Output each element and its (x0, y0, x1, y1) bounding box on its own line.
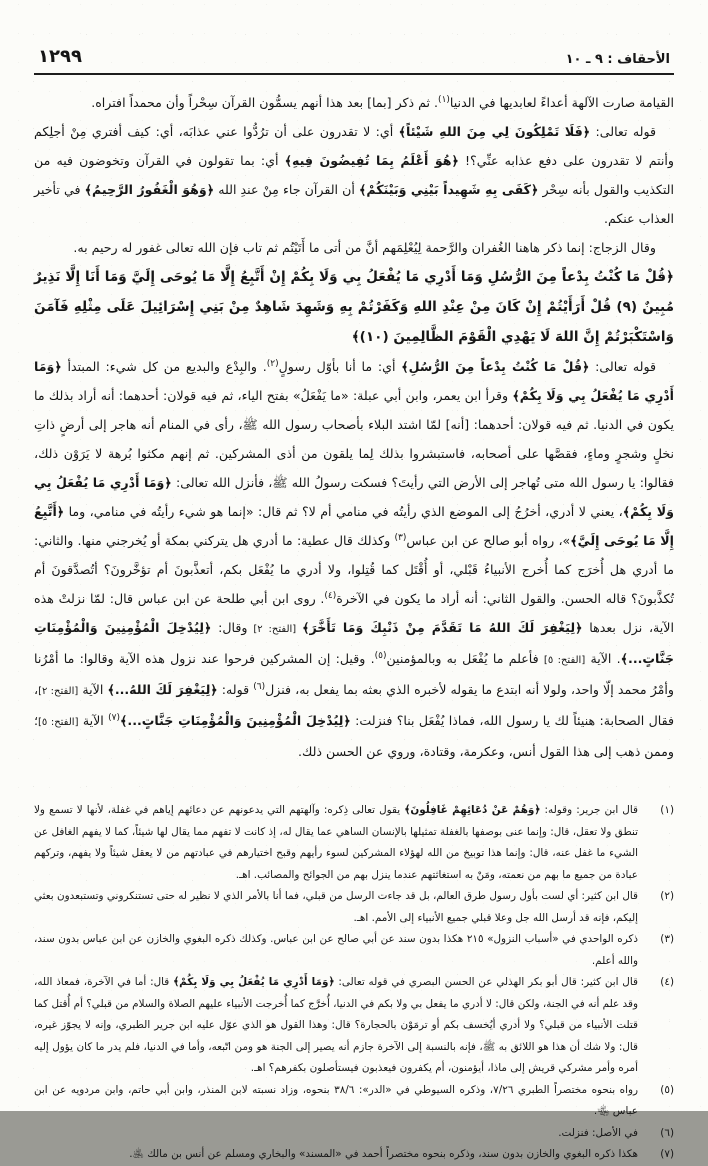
footnote-text (34, 886, 638, 929)
text-run: قوله: (217, 682, 254, 697)
verse-reference: [الفتح: ٥] (38, 717, 79, 728)
text-run: ذكره الواحدي في «أسباب النزول» ٢١٥ هكذا بدون سند عن أبي صالح عن ابن عباس. وكذلك ذكره البغوي والخازن عن ابن عباس بدون سند، والله أعلم. (34, 933, 639, 967)
text-run: . الآية (585, 651, 621, 666)
footnote-text (34, 929, 638, 972)
text-run: الآية (78, 713, 109, 728)
text-run: وكذلك قال عطية: ما أدري هل يتركني بمكة أو يُخرجني منها. والثاني: ما أدري هل أُخرَج كما أُخرج الأنبياءُ قَبْلي، أو أُقْتَل كما قُتِلوا، ولا أدري ما يُفْعَل بكم، أتعذَّبونَ أم تؤخَّرونَ؟ أتُصدَّقونَ أم تُكذَّبونَ؟ قاله الحسن. والقول الثاني: أنه أراد ما يكون في الآخرة (34, 533, 674, 606)
text-run: وقرأ ابن يعمر، وابن أبي عبلة: «ما يَفْعَلُ» بفتح الياء، ثم فيه قولان: أحدهما: أنه أراد بذلك ما يكون في الدنيا. ثم فيه قولان: أحدهما: [أنه] لمّا اشتد البلاء بأصحاب رسول الله ﷺ، رأى في المنام أنه هاجر إلى أرضٍ ذاتِ نخلٍ وشجرٍ وماءٍ، فقصَّها على أصحابه، فاستبشروا بذلك لِما يلقون من أذى المشركين. ثم إنهم مكثوا بُرهة لا يَرَوْن ذلك، فقالوا: يا رسول الله متى تُهاجر إلى الأرض التي رأيتَ؟ فسكت رسولُ الله ﷺ، فأنزل الله تعالى: (34, 388, 675, 490)
footnote-number: (٤) (660, 976, 674, 988)
text-run: قوله تعالى: (590, 124, 656, 139)
footnote-marker: (٦) (253, 681, 266, 692)
text-run: ؛ وممن ذهب إلى هذا القول أنس، وعكرمة، وقتادة، وروي عن الحسن ذلك. (34, 713, 674, 759)
text-run: في تأخير العذاب عنكم. (34, 182, 674, 226)
text-run: أي: ما أنا بأوّل رسولٍ (278, 359, 402, 374)
quran-quote: ﴿وَمَا أَدْرِي مَا يُفْعَلُ بِي وَلَا بِكُمْ﴾ (34, 359, 674, 403)
footnote (34, 800, 674, 886)
quran-quote: ﴿قُلْ مَا كُنْتُ بِدْعاً مِنَ الرُّسُلِ وَمَا أَدْرِي مَا يُفْعَلُ بِي وَلَا بِكُمْ إِنْ أَتَّبِعُ إِلَّا مَا يُوحَى إِلَيَّ وَمَا أَنَا إِلَّا نَذِيرٌ مُبِينٌ (٩) قُلْ أَرَأَيْتُمْ إِنْ كَانَ مِنْ عِنْدِ اللهِ وَكَفَرْتُمْ بِهِ وَشَهِدَ شَاهِدٌ مِنْ بَنِي إِسْرَائِيلَ عَلَى مِثْلِهِ فَآمَنَ وَاسْتَكْبَرْتُمْ إِنَّ اللهَ لَا يَهْدِي الْقَوْمَ الظَّالِمِينَ (١٠)﴾ (34, 269, 675, 345)
paragraph-zajjaj (34, 233, 674, 262)
quran-quote: ﴿لِيَغْفِرَ لَكَ اللهُ...﴾ (107, 682, 218, 697)
chapter-header: الأحقاف : ٩ ـ ١٠ (565, 52, 670, 67)
footnote-number: (٢) (660, 890, 674, 902)
text-run: . ثم ذكر [بما] بعد هذا أنهم يسمُّون القرآن سِحْراً وأن محمداً افتراه. (91, 95, 439, 110)
quran-quote: ﴿أَتَّبِعُ إِلَّا مَا يُوحَى إِلَيَّ﴾ (34, 504, 674, 548)
footnote-number: (٦) (660, 1126, 674, 1139)
footnote-text (34, 1144, 638, 1166)
text-run: فأعلم ما يُفْعَل به وبالمؤمنين (386, 651, 544, 666)
footnote (34, 972, 674, 1080)
footnote (34, 1144, 674, 1166)
footnote-marker: (٢) (266, 358, 279, 369)
footnote (34, 886, 674, 929)
text-run: القيامة صارت الآلهة أعداءً لعابديها في الدنيا (449, 95, 674, 110)
quran-quote: ﴿هُوَ أَعْلَمُ بِمَا تُفِيضُونَ فِيهِ﴾ (284, 153, 459, 168)
verse-reference: [الفتح: ٢] (38, 686, 79, 697)
footnote (34, 1080, 674, 1123)
text-run: ، فقال الصحابة: هنيئاً لك يا رسول الله، فماذا يُفْعَل بنا؟ فنزلت: (34, 682, 674, 728)
text-run: هكذا ذكره البغوي والخازن بدون سند، وذكره بنحوه مختصراً أحمد في «المسند» والبخاري ومسلم عن أنس بن مالك ﵁. (129, 1148, 638, 1160)
text-run: أي: لا تقدرون على أن ترُدُّوا عني عذابَه، أي: كيف أفتري مِنْ أجلِكم وأنتم لا تقدرون على دفع عذابه عنِّي؟! (34, 124, 674, 168)
footnote-text (34, 800, 638, 886)
footnote-number: (٧) (660, 1148, 674, 1160)
text-run: رواه بنحوه مختصراً الطبري ٧/٢٦، وذكره السيوطي في «الدر»: ٣٨/٦ بنحوه، وزاد نسبته لابن المنذر، وابن أبي حاتم، وابن مردويه عن ابن عباس ﵄. (34, 1083, 638, 1117)
text-run: وقال الزجاج: إنما ذكر هاهنا الغُفران والرَّحمة لِيُعْلِمَهم أنَّ من أتى ما أَتَيْتُم ثم تاب فإن الله تعالى غفور له رحيم به. (73, 240, 656, 255)
footnote-number: (٥) (660, 1083, 674, 1096)
footnotes-section (34, 800, 674, 1166)
footnote-marker: (٧) (108, 712, 121, 723)
text-run: قال: أما في الآخرة، فمعاذ الله، وقد علم أنه في الجنة، ولكن قال: لا أدري ما يفعل بي ولا بكم في الدنيا، أُخرَّج كما أُخرجت الأنبياء عليهم الصلاة والسلام من قبلي؟ أم أُقتل كما قتلت الأنبياء من قبلي؟ ولا أدري أيُخسف بكم أو ترمَوْن بالحجارة؟ قال: وهذا القول هو الذي عوّل عليه ابن جرير الطبري، وإنه لا يجوّز غيره، قال: ولا شك أن هذا هو اللائق به ﷺ، فإنه بالنسبة إلى الآخرة جازم أنه يصير إلى الجنة هو ومن اتّبعه، وأما في الدنيا، فلم يدر ما كان يؤول إليه أمره وأمر مشركي قريش إلى ماذا، أيؤمنون، أم يكفرون فيعذبون فيستأصلون بكفرهم؟ اهـ. (34, 976, 638, 1074)
text-run: قال ابن جرير: وقوله: (540, 804, 638, 816)
footnote-text (34, 1123, 638, 1145)
page-header (34, 46, 674, 75)
text-run: قال ابن كثير: قال أبو بكر الهذلي عن الحسن البصري في قوله تعالى: (334, 976, 638, 988)
text-run: أي: بما تقولون في القرآن وتخوضون فيه من التكذيب والقول بأنه سِحْر (34, 153, 675, 197)
footnote-marker: (٤) (324, 590, 337, 601)
text-run: الآية (78, 682, 108, 697)
footnote-number: (١) (660, 804, 674, 816)
footnote-marker: (١) (438, 94, 450, 105)
paragraph-continuation (34, 88, 674, 117)
text-run: وقال: (211, 620, 248, 635)
text-run: ، يعني لا أدري، أخرُجُ إلى الموضع الذي رأيتُه في منامي أم لا؟ ثم قال: «إنما هو شيء رأيتُه في منامي، وما (64, 504, 623, 519)
quran-quote: ﴿لِيُدْخِلَ الْمُؤْمِنِينَ وَالْمُؤْمِنَاتِ جَنَّاتٍ...﴾ (34, 620, 675, 666)
footnote-number: (٣) (660, 933, 674, 945)
quran-quote: ﴿فَلَا تَمْلِكُونَ لِي مِنَ اللهِ شَيْئاً﴾ (398, 124, 591, 139)
footnote-text (34, 1080, 638, 1123)
quran-quote: ﴿قُلْ مَا كُنْتُ بِدْعاً مِنَ الرُّسُلِ﴾ (401, 359, 590, 374)
text-run: يقول تعالى ذِكره: وآلهتهم التي يدعونهم عن دعائهم إياهم في غفلة، لأنها لا تسمع ولا تنطق ولا تعقل، قال: وإنما عنى بوصفها بالغفلة تمثيلها بالإنسان الساهي عما يقال له، إذ كانت لا تفهم مما يقال لها شيئاً، كما لا يفهم الغافل عن الشيء ما غفل عنه، قال: وإنما هذا توبيخ من الله لهؤلاء المشركين لسوء رأيهم وقبح اختيارهم في عبادتهم من لا يعقل شيئاً ولا يفهم، وتركهم عبادة من جميع ما بهم من نعمته، ومَنْ به استغاثتهم عندما ينزل بهم من الجوائح والمصائب. اهـ. (34, 804, 638, 881)
quran-quote: ﴿لِيُدْخِلَ الْمُؤْمِنِينَ وَالْمُؤْمِنَاتِ جَنَّاتٍ...﴾ (120, 713, 351, 728)
body-text (34, 88, 674, 766)
quran-quote: ﴿وَمَا أَدْرِي مَا يُفْعَلُ بِي وَلَا بِكُمْ﴾ (173, 976, 335, 988)
text-run: . والبِدْع والبديع من كل شيء: المبتدأ (61, 359, 267, 374)
quran-quote: ﴿وَمَا أَدْرِي مَا يُفْعَلُ بِي وَلَا بِكُمْ﴾ (34, 475, 675, 519)
text-run: قوله تعالى: (589, 359, 656, 374)
footnote-marker: (٣) (394, 532, 407, 543)
text-run: . وقيل: إن المشركين فرحوا عند نزول هذه الآية وقالوا: ما أمْرُنا وأمْرُ محمد إلّا واحد، ولولا أنه ابتدع ما يقوله لأخبره الذي بعثه بما يفعل به، فنزل (34, 651, 674, 697)
quran-quote: ﴿لِيَغْفِرَ لَكَ اللهُ مَا تَقَدَّمَ مِنْ ذَنْبِكَ وَمَا تَأَخَّرَ﴾ (302, 620, 583, 635)
text-run: قال ابن كثير: أي لست بأول رسول طرق العالم، بل قد جاءت الرسل من قبلي، فما أنا بالأمر الذي لا نظير له حتى تستنكروني وتستبعدون بعثي إليكم، فإنه قد أرسل الله جل وعلا قبلي جميع الأنبياء إلى الأمم. اهـ. (34, 890, 638, 924)
quran-quote: ﴿كَفَى بِهِ شَهِيداً بَيْنِي وَبَيْنَكُمْ﴾ (359, 182, 539, 197)
text-run: »، رواه أبو صالح عن ابن عباس (406, 533, 571, 548)
quran-quote: ﴿وَهُوَ الْغَفُورُ الرَّحِيمُ﴾ (84, 182, 215, 197)
page-number: ١٢٩٩ (38, 46, 82, 67)
verse-reference: [الفتح: ٢] (247, 624, 303, 635)
text-run: . روى ابن أبي طلحة عن ابن عباس قال: لمّا نزلتْ هذه الآية، نزل بعدها (34, 591, 674, 635)
text-run: في الأصل: فنزلت. (558, 1126, 638, 1139)
verse-reference: [الفتح: ٥] (543, 655, 586, 666)
footnote (34, 929, 674, 972)
quran-quote: ﴿وَهُمْ عَنْ دُعَائِهِمْ غَافِلُونَ﴾ (404, 804, 541, 816)
footnote (34, 1123, 674, 1145)
paragraph-tafsir-verse-9 (34, 352, 674, 766)
footnote-text (34, 972, 638, 1080)
text-run: أن القرآن جاء مِنْ عندِ الله (214, 182, 359, 197)
paragraph-tafsir-verse-8 (34, 117, 674, 233)
quran-verse-block (34, 262, 674, 352)
footnote-marker: (٥) (374, 650, 387, 661)
